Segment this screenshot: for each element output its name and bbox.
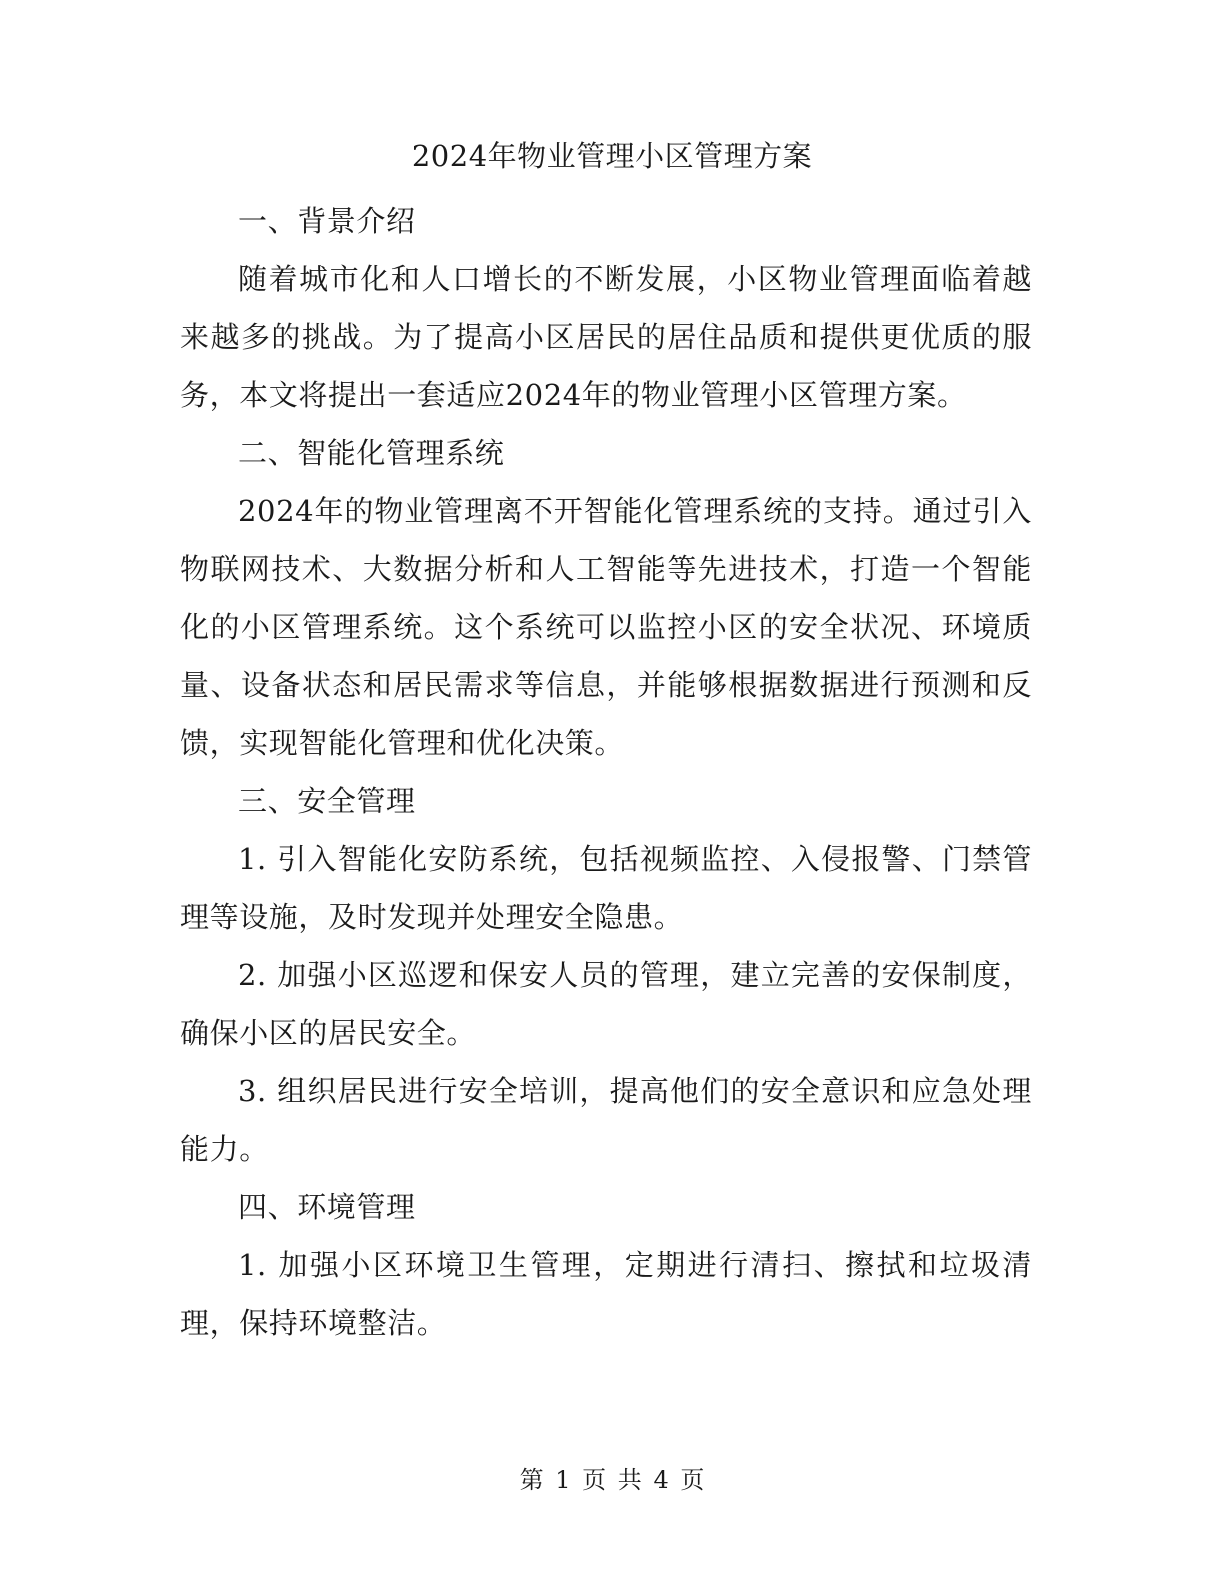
paragraph-background: 随着城市化和人口增长的不断发展，小区物业管理面临着越来越多的挑战。为了提高小区居民的居住品质和提供更优质的服务，本文将提出一套适应2024年的物业管理小区管理方案。 (180, 262, 1032, 412)
document-body (180, 192, 1032, 1352)
section-heading-security: 三、安全管理 (238, 784, 416, 818)
list-item-security-3: 3. 组织居民进行安全培训，提高他们的安全意识和应急处理能力。 (180, 1074, 1032, 1166)
section-heading-background: 一、背景介绍 (238, 204, 416, 238)
page-number-footer: 第 1 页 共 4 页 (519, 1466, 705, 1494)
list-item-environment-1: 1. 加强小区环境卫生管理，定期进行清扫、擦拭和垃圾清理，保持环境整洁。 (180, 1248, 1032, 1340)
list-item-security-2: 2. 加强小区巡逻和保安人员的管理，建立完善的安保制度，确保小区的居民安全。 (180, 958, 1032, 1050)
document-title: 2024年物业管理小区管理方案 (411, 139, 813, 173)
section-heading-environment: 四、环境管理 (238, 1190, 416, 1224)
list-item-security-1: 1. 引入智能化安防系统，包括视频监控、入侵报警、门禁管理等设施，及时发现并处理安全隐患。 (180, 842, 1032, 934)
paragraph-smart-system: 2024年的物业管理离不开智能化管理系统的支持。通过引入物联网技术、大数据分析和人工智能等先进技术，打造一个智能化的小区管理系统。这个系统可以监控小区的安全状况、环境质量、设备状态和居民需求等信息，并能够根据数据进行预测和反馈，实现智能化管理和优化决策。 (180, 494, 1032, 760)
section-heading-smart-system: 二、智能化管理系统 (238, 436, 505, 470)
